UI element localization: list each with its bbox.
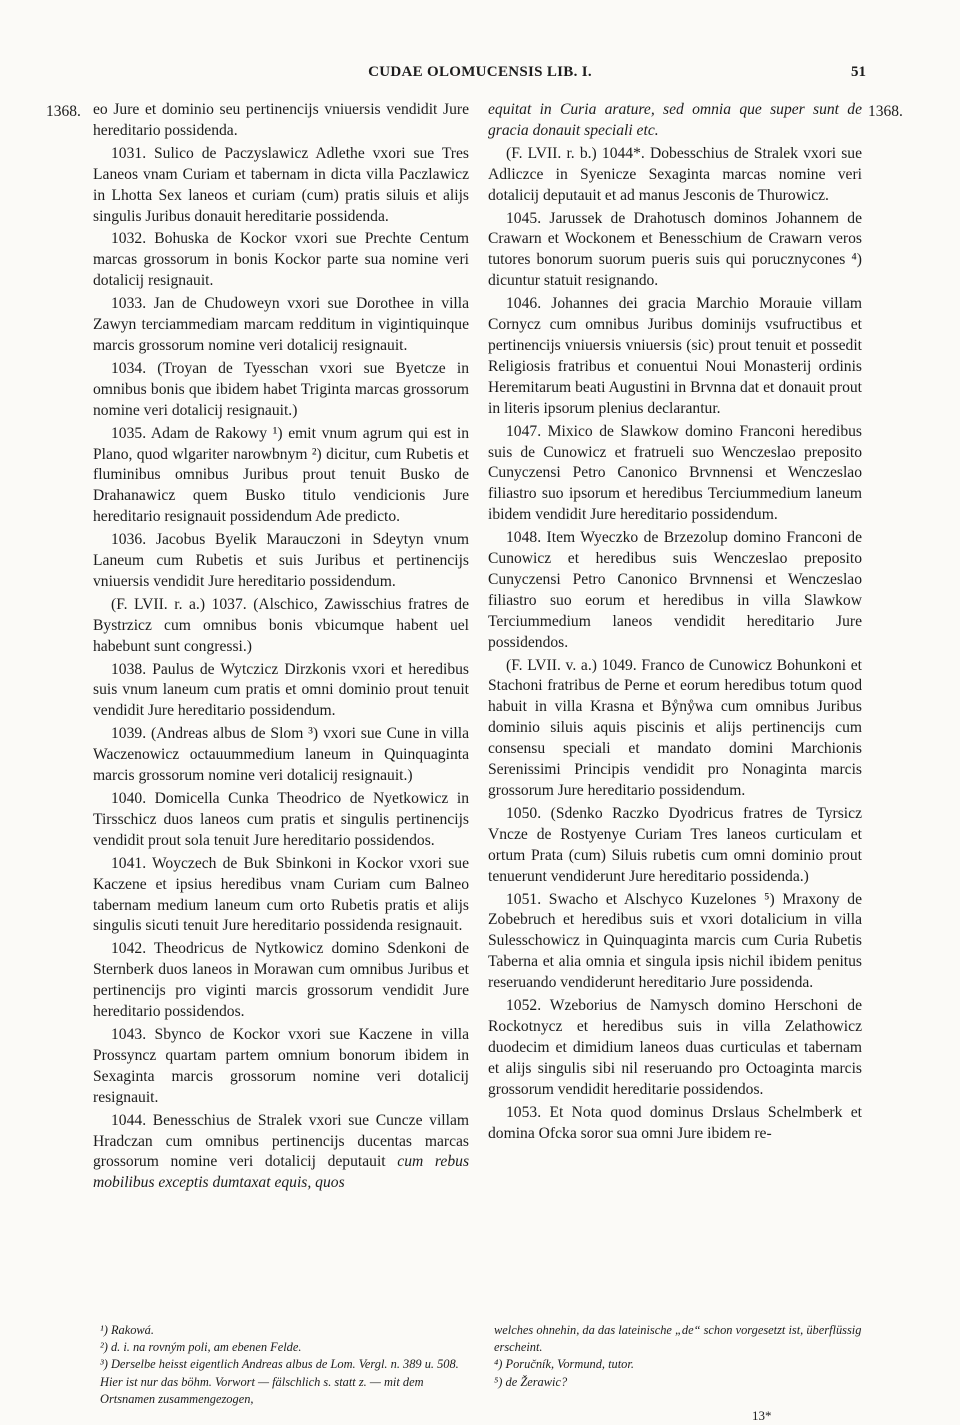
- entry-text: (Alschico, Zawisschius fratres de Bystrzicz cum omnibus bonis vbicumque habent uel habebunt sunt congressi.): [93, 595, 469, 655]
- entry-number: 1043.: [111, 1025, 147, 1043]
- entry: [93, 854, 469, 938]
- entry-number: 1044.: [111, 1111, 147, 1129]
- entry-text: Domicella Cunka Theodrico de Nyetkowicz in Tirsschicz duos laneos cum pratis et singulis pertinencijs vendidit prout sola tenuit Jure hereditario possidendos.: [93, 790, 469, 849]
- entry: [93, 424, 469, 529]
- entry: [488, 804, 862, 888]
- entry: [93, 144, 469, 228]
- footnote: [100, 1356, 468, 1408]
- footnote-mark: ²): [100, 1340, 108, 1355]
- entry-text: Adam de Rakowy ¹) emit vnum agrum qui est in Plano, quod wlgariter narowbnym ²) dicitur, cum Rubetis et fluminibus omnibus Juribus prout tenuit Busko de Drahanawicz quem Busko titulo vendicionis Jure hereditario resignauit possidendum Ade predicto.: [93, 424, 469, 526]
- entry-number: 1035.: [111, 424, 147, 442]
- entry-text: Jan de Chudoweyn vxori sue Dorothee in villa Zawyn terciammediam marcam redditum in vigintiquinque marcis grossorum nomine veri dotalicij resignauit.: [93, 295, 469, 354]
- entry-number: 1051.: [506, 890, 542, 908]
- entry-number: 1053.: [506, 1103, 542, 1121]
- footnote: [100, 1322, 468, 1339]
- entry: [488, 890, 862, 995]
- footnote-text: Derselbe heisst eigentlich Andreas albus de Lom. Vergl. n. 389 u. 508. Hier ist nur das böhm. Vorwort — fälschlich s. statt z. — mit dem Ortsnamen zusammengezogen,: [100, 1357, 459, 1406]
- entry-text: Mixico de Slawkow domino Franconi heredibus suis de Cunowicz et fratrueli suo Wenczeslao preposito Cunyczensi Petro Canonico Brvnnensi et Wenczeslao filiastro suo ipsorum et heredibus Terciummedium laneum ibidem vendidit Jure hereditario possidendum.: [488, 422, 862, 524]
- entry-number: 1052.: [506, 997, 542, 1015]
- entry-number: 1039.: [111, 725, 147, 743]
- footnote-mark: ⁴): [494, 1357, 503, 1372]
- entry: [93, 229, 469, 292]
- footnotes-right: [494, 1322, 862, 1391]
- entry: [488, 100, 862, 142]
- entry-text: Paulus de Wytczicz Dirzkonis vxori et heredibus suis vnum laneum cum pratis et omni dominio prout tenuit vendidit Jure hereditario possidendum.: [93, 660, 469, 720]
- footnote-text: welches ohnehin, da das lateinische „de“ schon vorgesetzt ist, überflüssig erscheint.: [494, 1323, 862, 1355]
- entry: [93, 359, 469, 422]
- right-column: [488, 100, 862, 1315]
- entry-text: Et Nota quod dominus Drslaus Schelmberk et domina Ofcka soror sua omni Jure ibidem re-: [488, 1103, 862, 1142]
- footnote-text: d. i. na rovným poli, am ebenen Felde.: [110, 1340, 302, 1355]
- entry-text: Theodricus de Nytkowicz domino Sdenkoni de Sternberk duos laneos in Morawan cum omnibus Juribus et pertinencijs pro viginti marcis grossorum vendidit Jure hereditario possidendos.: [93, 940, 469, 1021]
- entry: [488, 1103, 862, 1145]
- entry-number: 1045.: [506, 209, 542, 227]
- entry: [488, 996, 862, 1101]
- entry-number: 1031.: [111, 144, 147, 162]
- entry-text: Jarussek de Drahotusch dominos Johannem de Crawarn et Wockonem et Benesschium de Crawarn veros tutores bonorum suorum pueris suis qui porucznycones ⁴) dicuntur statuit resignando.: [488, 209, 862, 290]
- footnote-text: Rakowá.: [110, 1323, 154, 1337]
- running-title: CUDAE OLOMUCENSIS LIB. I.: [368, 64, 592, 80]
- footnote-text: de Žerawic?: [505, 1374, 568, 1389]
- entry: [93, 1025, 469, 1109]
- footnote-mark: ³): [100, 1357, 108, 1372]
- entry-text: Sbynco de Kockor vxori sue Kaczene in villa Prossyncz quartam partem omnium bonorum ibidem in Sexaginta marcis grossorum nomine veri dotalicij resignauit.: [93, 1025, 469, 1106]
- entry: [488, 422, 862, 527]
- entry-text: (Andreas albus de Slom ³) vxori sue Cune in villa Waczenowicz octauummedium laneum in Quinquaginta marcis grossorum nomine veri dotalicij resignauit.): [93, 725, 469, 785]
- entry-text: Wzeborius de Namysch domino Herschoni de Rockotnycz et heredibus suis in villa Zelathowicz duodecim et dimidium laneos duas curticulas et tabernam et alijs singulis sibi nil reseruando pro Octoaginta marcis grossorum vendidit hereditarie possidendos.: [488, 997, 862, 1098]
- entry-text: Woyczech de Buk Sbinkoni in Kockor vxori sue Kaczene et ipsius heredibus vnam Curiam cum Balneo tabernam medium laneum cum orto Rubetis pratis et alijs singulis sicuti tenuit Jure hereditario possidenda resignauit.: [93, 854, 469, 935]
- entry: [488, 294, 862, 419]
- entry-italic-lead: equitat in Curia arature, sed omnia que super sunt de gracia donauit speciali etc.: [488, 101, 862, 139]
- entry: [93, 530, 469, 593]
- entry-text: Benesschius de Stralek vxori sue Cuncze villam Hradczan cum omnibus pertinencijs ducentas marcas grossorum nomine veri dotalicij deputauit: [93, 1111, 469, 1171]
- entry-number: 1042.: [111, 940, 147, 958]
- page-number: 51: [851, 64, 866, 80]
- entry-text: Sulico de Paczyslawicz Adlethe vxori sue Tres Laneos vnam Curiam et tabernam in dicta villa Paczlawicz in Lhotta Sex laneos et curiam (cum) pratis siluis et alijs singulis Juribus donauit hereditarie possidenda.: [93, 144, 469, 225]
- footnote-text: Poručník, Vormund, tutor.: [505, 1357, 634, 1372]
- entry-text: (Troyan de Tyesschan vxori sue Byetcze in omnibus bonis que ibidem habet Triginta marcas grossorum nomine veri dotalicij resignauit.): [93, 359, 469, 419]
- entry: [93, 294, 469, 357]
- left-column: [93, 100, 469, 1315]
- entry-number: (F. LVII. v. a.) 1049.: [506, 656, 637, 674]
- entry-number: 1041.: [111, 854, 147, 872]
- entry-number: 1048.: [506, 529, 542, 547]
- entry-text: Jacobus Byelik Marauczoni in Sdeytyn vnum Laneum cum Rubetis et suis Juribus et pertinencijs vniuersis vendidit Jure hereditario possidendum.: [93, 531, 469, 590]
- entry-number: (F. LVII. r. a.) 1037.: [111, 595, 247, 613]
- entry-number: 1033.: [111, 295, 147, 313]
- entry-number: 1036.: [111, 531, 147, 549]
- entry-number: 1046.: [506, 295, 542, 313]
- entry: [93, 789, 469, 852]
- entry-text: Bohuska de Kockor vxori sue Prechte Centum marcas grossorum in bonis Kockor parte sua nomine veri dotalicij resignauit.: [93, 230, 469, 290]
- footnote: [494, 1322, 862, 1356]
- entry: [488, 144, 862, 207]
- entry-number: 1040.: [111, 790, 147, 807]
- entry-italic-tail: cum rebus mobilibus exceptis dumtaxat equis, quos: [93, 1153, 469, 1192]
- entry-text: (Sdenko Raczko Dyodricus fratres de Tyrsicz Vncze de Rostyenye Curiam Tres laneos curticulam et ortum Prata (cum) Siluis rubetis cum omni dominio prout tenuerunt vendiderunt Jure hereditario possidenda.): [488, 804, 862, 885]
- footnote: [100, 1339, 468, 1356]
- entry: [93, 1111, 469, 1195]
- signature-mark: 13*: [752, 1408, 772, 1423]
- entry-number: 1032.: [111, 230, 147, 248]
- entry-text: Swacho et Alschyco Kuzelones ⁵) Mraxony de Zobebruch et heredibus suis et vxori dotalicium in villa Sulesschowicz in Quinquaginta marcis cum Curia Rubetis Taberna et alia omnia et singula ipsis nichil ibidem penitus reseruando vendiderunt hereditario Jure possidenda.: [488, 890, 862, 992]
- entry-number: 1047.: [506, 422, 542, 440]
- entry-text: Item Wyeczko de Brzezolup domino Franconi de Cunowicz et heredibus suis Wenczeslao preposito Cunyczensi Petro Canonico Brvnnensi et Wenczeslao filiastro suo eorum et heredibus in villa Slawkow Terciummedium laneos vendidit hereditario Jure possidendos.: [488, 529, 862, 651]
- entry: [93, 595, 469, 658]
- entry-text: Dobesschius de Stralek vxori sue Adliczce in Syenicze Sexaginta marcas nomine veri dotalicij deputauit et ad manus Jesconis de Thurowicz.: [488, 144, 862, 204]
- entry-text: Franco de Cunowicz Bohunkoni et Stachoni fratribus de Perne et eorum heredibus totum quod habuit in villa Krasna et Bẙnẙwa cum omnibus Juribus dominio siluis aquis piscinis et alijs pertinencijs cum consensu speciali et mandato domini Marchionis Serenissimi Principis vendidit pro Nonaginta marcis grossorum Jure hereditario possidendum.: [488, 656, 862, 799]
- entry: [93, 724, 469, 787]
- entry-number: 1034.: [111, 359, 147, 377]
- entry-text: Johannes dei gracia Marchio Morauie villam Cornycz cum omnibus Juribus dominijs vsufructibus et pertinencijs vniuersis vniuersis (sic) prout tenuit et possedit Religiosis fratribus et conuentui Noui Monasterij ordinis Heremitarum beati Augustini in Brvnna dat et donauit prout in literis ipsorum plenius declarantur.: [488, 295, 862, 417]
- footnote: [494, 1356, 862, 1373]
- entry-number: (F. LVII. r. b.) 1044*.: [506, 144, 645, 162]
- footnote-mark: ¹): [100, 1323, 108, 1337]
- entry: [93, 939, 469, 1023]
- entry-number: 1050.: [506, 804, 542, 822]
- footnotes-left: [100, 1322, 468, 1408]
- entry: [93, 100, 469, 142]
- entry: [488, 528, 862, 653]
- entry-number: 1038.: [111, 660, 147, 678]
- margin-year-right: 1368.: [868, 103, 903, 120]
- footnote-mark: ⁵): [494, 1374, 503, 1389]
- entry: [488, 209, 862, 293]
- page-header: [0, 64, 960, 88]
- footnote: [494, 1374, 862, 1391]
- entry: [488, 656, 862, 802]
- margin-year-left: 1368.: [46, 103, 81, 120]
- entry: [93, 660, 469, 723]
- entry-text: eo Jure et dominio seu pertinencijs vniuersis vendidit Jure hereditario possidenda.: [93, 101, 469, 139]
